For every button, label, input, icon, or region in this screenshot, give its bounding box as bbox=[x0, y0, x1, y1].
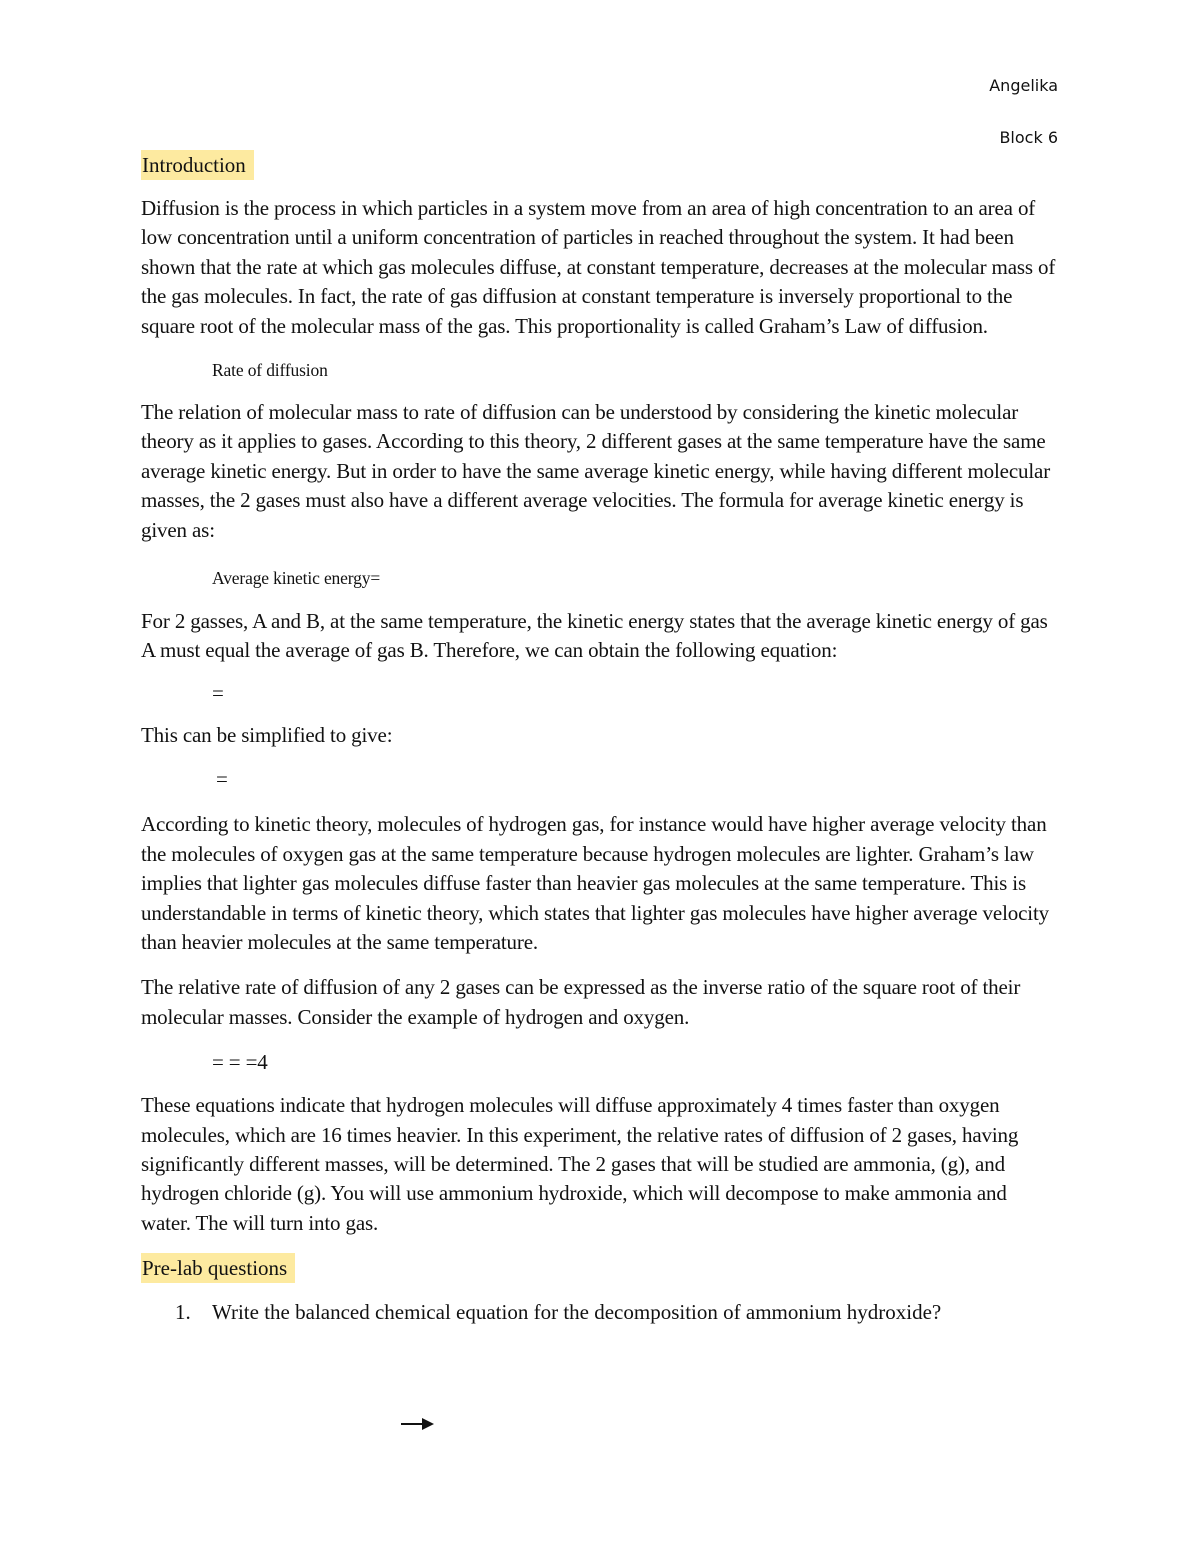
author-name: Angelika bbox=[989, 76, 1058, 95]
intro-paragraph-5: According to kinetic theory, molecules of hydrogen gas, for instance would have higher average velocity than the molecules of oxygen gas at the same temperature because hydrogen molecules are lighter. Graham’s law implies that lighter gas molecules diffuse faster than heavier gas molecules at the same temperature. This is understandable in terms of kinetic theory, which states that lighter gas molecules have higher average velocity than heavier molecules at the same temperature. bbox=[141, 812, 1050, 954]
rate-of-diffusion-label: Rate of diffusion bbox=[212, 360, 328, 381]
reaction-arrow-icon bbox=[400, 1414, 436, 1434]
kinetic-energy-label: Average kinetic energy= bbox=[212, 568, 381, 589]
prelab-heading: Pre-lab questions bbox=[141, 1253, 295, 1283]
intro-paragraph-7: These equations indicate that hydrogen molecules will diffuse approximately 4 times faster than oxygen molecules, which are 16 times heavier. In this experiment, the relative rates of diffusion of 2 gases, having significantly different masses, will be determined. The 2 gases that will be studied are ammonia, (g), and hydrogen chloride (g). You will use ammonium hydroxide, which will decompose to make ammonia and water. The will turn into gas. bbox=[141, 1093, 1019, 1235]
equation-3: = = =4 bbox=[212, 1050, 268, 1075]
intro-paragraph-1: Diffusion is the process in which particles in a system move from an area of high concentration to an area of low concentration until a uniform concentration of particles in reached throughout the system. It had been shown that the rate at which gas molecules diffuse, at constant temperature, decreases at the molecular mass of the gas molecules. In fact, the rate of gas diffusion at constant temperature is inversely proportional to the square root of the molecular mass of the gas. This proportionality is called Graham’s Law of diffusion. bbox=[141, 196, 1056, 338]
document-body bbox=[141, 150, 1061, 1327]
prelab-question-list bbox=[141, 1298, 1061, 1327]
question-text: Write the balanced chemical equation for the decomposition of ammonium hydroxide? bbox=[212, 1300, 942, 1325]
introduction-heading: Introduction bbox=[141, 150, 254, 180]
prelab-question bbox=[141, 1298, 1061, 1327]
equation-1: = bbox=[212, 680, 224, 705]
intro-paragraph-6: The relative rate of diffusion of any 2 gases can be expressed as the inverse ratio of the square root of their molecular masses. Consider the example of hydrogen and oxygen. bbox=[141, 975, 1021, 1029]
equation-2: = bbox=[216, 767, 228, 792]
class-block: Block 6 bbox=[999, 128, 1058, 147]
intro-paragraph-4: This can be simplified to give: bbox=[141, 722, 393, 747]
question-number: 1. bbox=[175, 1300, 191, 1325]
intro-paragraph-2: The relation of molecular mass to rate of diffusion can be understood by considering the kinetic molecular theory as it applies to gases. According to this theory, 2 different gases at the same temperature have the same average kinetic energy. But in order to have the same average kinetic energy, while having different molecular masses, the 2 gases must also have a different average velocities. The formula for average kinetic energy is given as: bbox=[141, 400, 1051, 542]
intro-paragraph-3: For 2 gasses, A and B, at the same temperature, the kinetic energy states that the average kinetic energy of gas A must equal the average of gas B. Therefore, we can obtain the following equation: bbox=[141, 609, 1048, 663]
